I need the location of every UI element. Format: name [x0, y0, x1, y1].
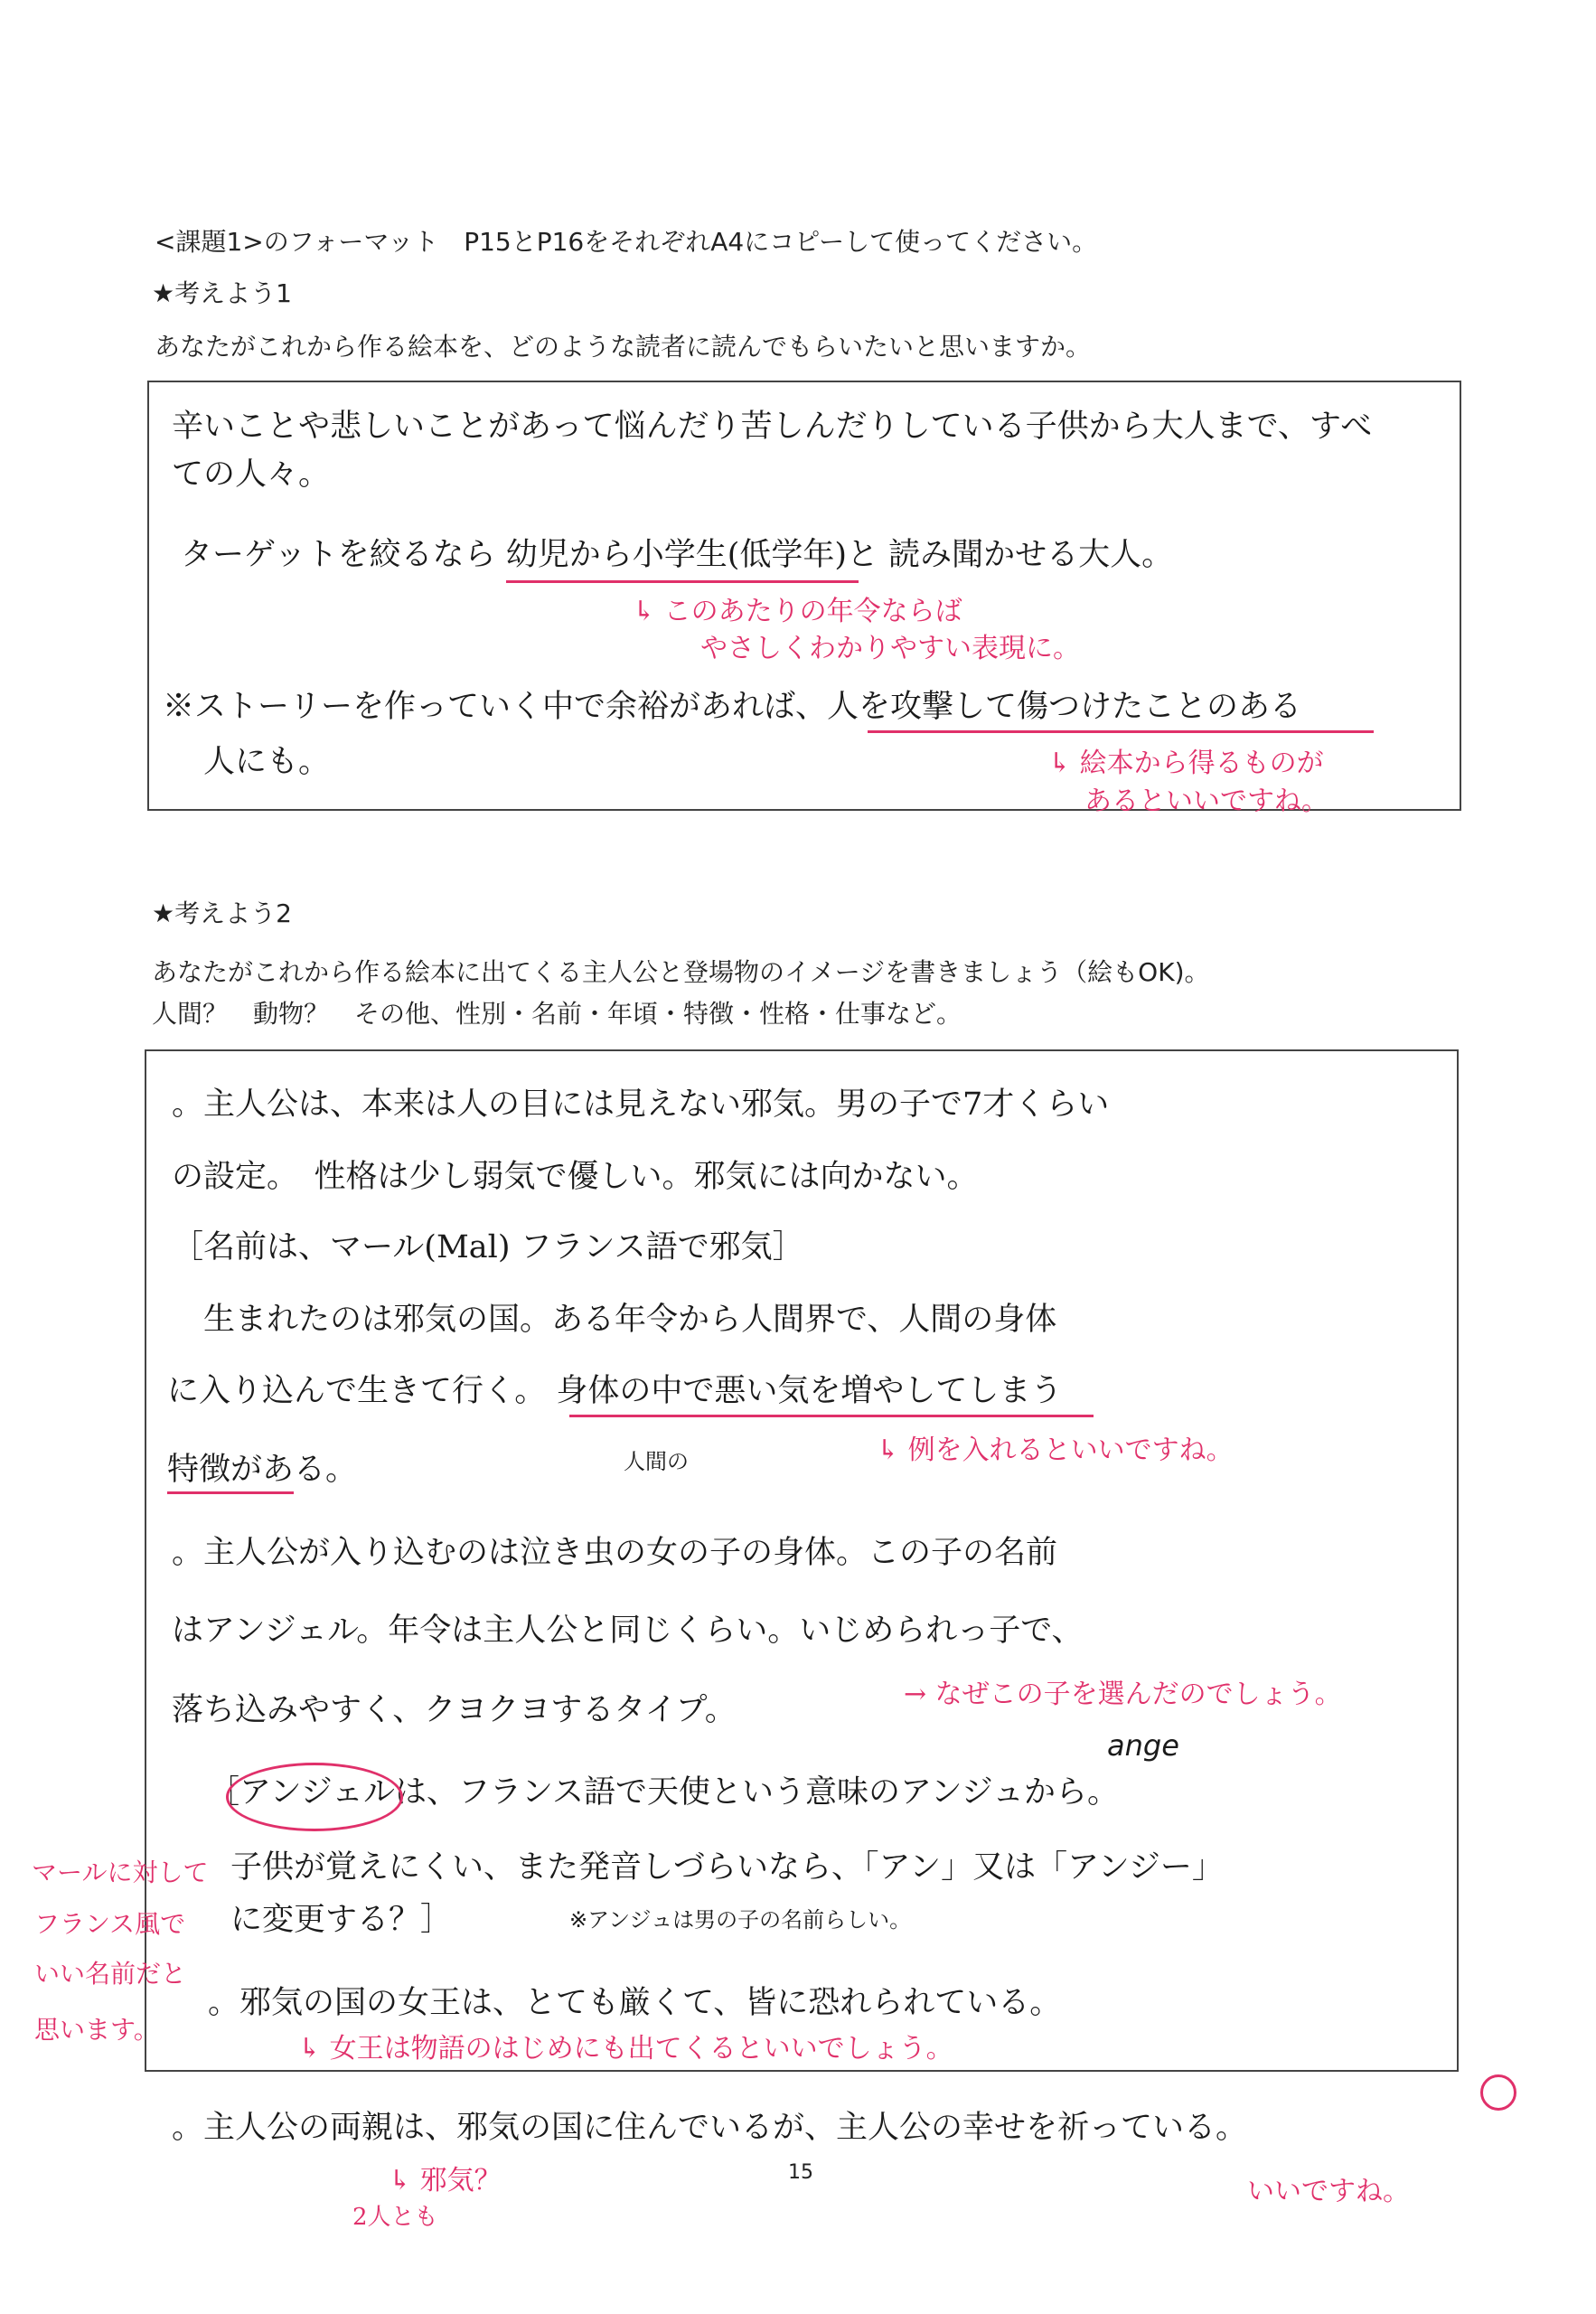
teacher-comment: ↳ 邪気？ — [389, 2165, 502, 2196]
teacher-comment: 思います。 — [34, 2015, 159, 2045]
red-underline — [167, 1491, 294, 1494]
answer-line: 特徴がある。 — [167, 1452, 358, 1488]
section2-title: ★考えよう2 — [152, 898, 292, 928]
teacher-comment: 2人とも — [352, 2204, 438, 2231]
after-box-line: 。主人公の両親は、邪気の国に住んでいるが、主人公の幸せを祈っている。 — [172, 2110, 1248, 2146]
teacher-comment: マールに対して — [32, 1858, 209, 1887]
red-circle-mark — [1480, 2074, 1516, 2111]
teacher-comment: → なぜこの子を選んだのでしょう。 — [904, 1679, 1342, 1710]
answer-line: 。主人公が入り込むのは泣き虫の女の子の身体。この子の名前 — [172, 1535, 1058, 1571]
teacher-comment: あるといいですね。 — [1084, 785, 1328, 817]
answer-line: の設定。 性格は少し弱気で優しい。邪気には向かない。 — [172, 1159, 979, 1195]
section2-question: あなたがこれから作る絵本に出てくる主人公と登場物のイメージを書きましょう（絵もOK)。 — [152, 957, 1210, 987]
answer-line: 子供が覚えにくい、また発音しづらいなら、「アン」又は「アンジー」 — [230, 1849, 1224, 1886]
answer-line: 辛いことや悲しいことがあって悩んだり苦しんだりしている子供から大人まで、すべ — [172, 409, 1373, 445]
answer-line: ［アンジェルは、フランス語で天使という意味のアンジュから。 — [208, 1774, 1120, 1811]
answer-line: 人にも。 — [203, 744, 331, 780]
ange-note: ange — [1107, 1728, 1179, 1763]
red-circle — [226, 1763, 403, 1831]
section1-title: ★考えよう1 — [152, 278, 292, 308]
insert-note: 人間の — [624, 1449, 689, 1474]
answer-line: 生まれたのは邪気の国。ある年令から人間界で、人間の身体 — [172, 1302, 1057, 1338]
teacher-comment: ↳ このあたりの年令ならば — [633, 596, 962, 627]
answer-line: 。邪気の国の女王は、とても厳くて、皆に恐れられている。 — [208, 1985, 1062, 2021]
section1-question: あなたがこれから作る絵本を、どのような読者に読んでもらいたいと思いますか。 — [155, 332, 1092, 362]
side-note: ※アンジュは男の子の名前らしい。 — [569, 1907, 912, 1933]
answer-line: に入り込んで生きて行く。 身体の中で悪い気を増やしてしまう — [167, 1373, 1063, 1409]
red-underline — [506, 580, 859, 583]
answer-line: ※ストーリーを作っていく中で余裕があれば、人を攻撃して傷つけたことのある — [163, 689, 1302, 725]
teacher-comment: フランス風で — [34, 1909, 186, 1939]
answer-line: はアンジェル。年令は主人公と同じくらい。いじめられっ子で、 — [172, 1613, 1084, 1649]
answer-line: 。主人公は、本来は人の目には見えない邪気。男の子で7才くらい — [172, 1086, 1110, 1123]
section2-hint: 人間？ 動物？ その他、性別・名前・年頃・特徴・性格・仕事など。 — [152, 999, 962, 1029]
red-underline — [569, 1415, 1094, 1417]
answer-line: ての人々。 — [172, 456, 331, 493]
teacher-comment: ↳ 絵本から得るものが — [1048, 748, 1324, 779]
teacher-comment: いい名前だと — [34, 1959, 187, 1989]
teacher-comment: やさしくわかりやすい表現に。 — [700, 633, 1080, 664]
answer-line: に変更する？］ — [230, 1902, 453, 1938]
teacher-comment: いいですね。 — [1247, 2176, 1410, 2207]
answer-line: 落ち込みやすく、クヨクヨするタイプ。 — [172, 1692, 737, 1728]
teacher-comment: ↳ 例を入れるといいですね。 — [877, 1434, 1234, 1466]
answer-line: ［名前は、マール(Mal) フランス語で邪気］ — [172, 1229, 804, 1265]
red-underline — [868, 730, 1374, 733]
page-number: 15 — [788, 2161, 813, 2184]
answer-line: ターゲットを絞るなら 幼児から小学生(低学年)と 読み聞かせる大人。 — [181, 537, 1174, 573]
format-note: <課題1>のフォーマット P15とP16をそれぞれA4にコピーして使ってください。 — [155, 227, 1098, 257]
teacher-comment: ↳ 女王は物語のはじめにも出てくるといいでしょう。 — [298, 2033, 953, 2065]
